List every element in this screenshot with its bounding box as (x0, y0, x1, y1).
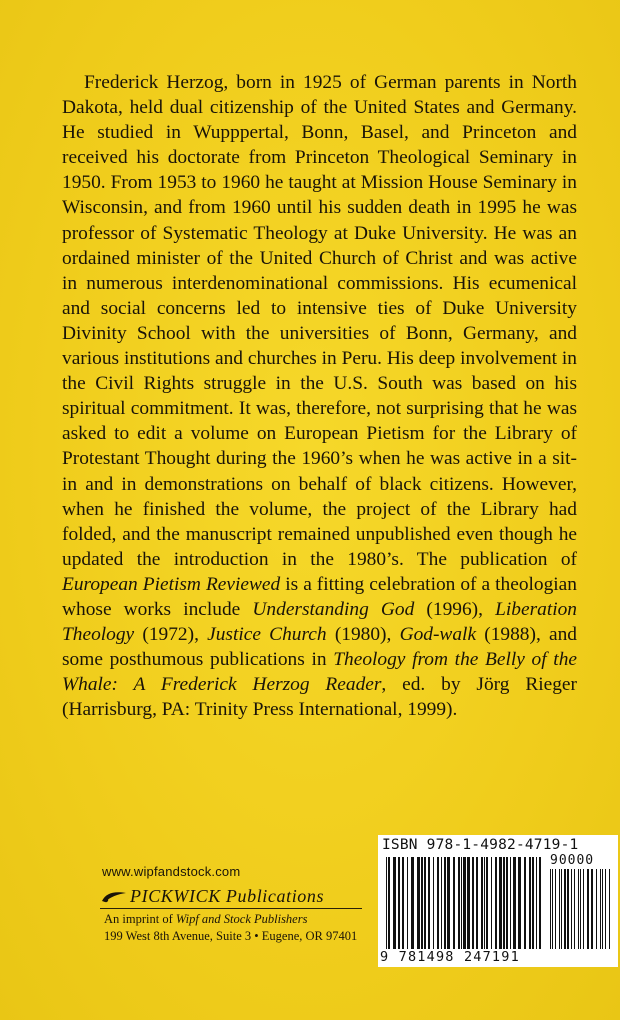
book-title: Theology from the Belly of the Whale: A Frederick Herzog Reader (62, 649, 577, 696)
barcode-bar (402, 857, 404, 949)
barcode-bar (539, 857, 541, 949)
bio-text: (1980), (326, 624, 400, 646)
barcode-bar (529, 857, 531, 949)
isbn-number: ISBN 978-1-4982-4719-1 (382, 837, 579, 853)
barcode-bar (578, 869, 579, 949)
barcode-bar (559, 869, 560, 949)
publisher-website: www.wipfandstock.com (102, 864, 241, 879)
barcode-bar (571, 869, 572, 949)
barcode-bar (499, 857, 502, 949)
barcode-bar (491, 857, 492, 949)
bio-text: Frederick Herzog, born in 1925 of German parents in North Dakota, held dual citizenship of the United States and Germany. He studied in Wupppertal, Bonn, Basel, and Princeton and received his doctorate from Princeton Theological Seminary in 1950. From 1953 to 1960 he taught at Mission House Seminary in Wisconsin, and from 1960 until his sudden death in 1995 he was professor of Systematic Theology at Duke University. He was an ordained minister of the United Church of Christ and was active in numerous interdenominational commissions. His ecumenical and social concerns led to intensive ties of Duke University Divinity School with the universities of Bonn, Germany, and various institutions and churches in Peru. His deep involvement in the Civil Rights struggle in the U.S. South was based on his spiritual commitment. It was, therefore, not surprising that he was asked to edit a volume on European Pietism for the Library of Protestant Thought during the 1960’s when he was active in a sit-in and in demonstrations on behalf of black citizens. However, when he finished the volume, the project of the Library had folded, and the manuscript remained unpublished even though he updated the introduction in the 1980’s. The publication of (62, 72, 577, 570)
imprint-line (104, 912, 307, 927)
barcode-bar (552, 869, 553, 949)
barcode-bar (596, 869, 597, 949)
barcode-bar (417, 857, 420, 949)
barcode-bar (461, 857, 462, 949)
barcode-bar (458, 857, 460, 949)
barcode-bar (486, 857, 488, 949)
bio-text: (1988), and some posthumous publications in (62, 624, 577, 671)
barcode-bar (600, 869, 601, 949)
bio-text: , ed. by Jörg Rieger (Harrisburg, PA: Trinity Press International, 1999). (62, 674, 578, 721)
price-addon-digits: 90000 (550, 853, 595, 868)
barcode-bar (564, 869, 566, 949)
barcode-bar (602, 869, 603, 949)
publisher-address: 199 West 8th Avenue, Suite 3 • Eugene, OR 97401 (104, 929, 358, 943)
ean-barcode-bars (386, 857, 542, 949)
book-title: Justice Church (207, 624, 327, 646)
barcode-bar (453, 857, 455, 949)
barcode-bar (447, 857, 450, 949)
barcode-bar (437, 857, 439, 949)
barcode-bar (555, 869, 556, 949)
barcode-bar (574, 869, 575, 949)
book-title: Understanding God (252, 598, 415, 620)
barcode-bar (518, 857, 521, 949)
book-title: European Pietism Reviewed (62, 573, 281, 595)
barcode-bar (591, 869, 593, 949)
barcode-bar (444, 857, 446, 949)
barcode-bar (524, 857, 526, 949)
barcode-bar (393, 857, 396, 949)
book-title: Liberation Theology (62, 598, 577, 646)
barcode-bar (583, 869, 584, 949)
barcode-bar (476, 857, 478, 949)
barcode-bar (388, 857, 390, 949)
publisher-logo (100, 886, 365, 907)
pickwick-logo-icon (100, 890, 128, 904)
imprint-prefix: An imprint of (104, 912, 176, 926)
publisher-name-rest: Publications (220, 886, 325, 906)
barcode-bar (495, 857, 497, 949)
barcode-bar (532, 857, 534, 949)
barcode-bar (580, 869, 581, 949)
barcode-bar (421, 857, 423, 949)
barcode-bar (503, 857, 505, 949)
barcode-bar (605, 869, 606, 949)
barcode-bar (428, 857, 430, 949)
barcode-bar (609, 869, 610, 949)
barcode-bar (513, 857, 516, 949)
barcode-bar (506, 857, 508, 949)
barcode-bar (441, 857, 442, 949)
bio-text: (1972), (134, 624, 208, 646)
barcode-bar (398, 857, 400, 949)
barcode-bar (463, 857, 466, 949)
bio-text: (1996), (414, 598, 496, 620)
barcode-bar (433, 857, 434, 949)
barcode-bar (567, 869, 569, 949)
barcode-bar (407, 857, 408, 949)
divider (100, 908, 362, 909)
barcode-bar (424, 857, 426, 949)
barcode (378, 835, 618, 967)
barcode-bar (536, 857, 537, 949)
barcode-bar (510, 857, 511, 949)
barcode-bar (472, 857, 474, 949)
barcode-bar (386, 857, 387, 949)
addon-barcode-bars (550, 869, 612, 949)
ean-digits: 9 781498 247191 (380, 949, 520, 965)
publisher-name (130, 886, 324, 907)
author-bio (62, 70, 577, 722)
barcode-bar (411, 857, 414, 949)
barcode-bar (587, 869, 589, 949)
imprint-name: Wipf and Stock Publishers (175, 912, 308, 926)
barcode-bar (550, 869, 551, 949)
bio-text: is a fitting celebration of a theologian whose works include (62, 573, 577, 620)
barcode-bar (467, 857, 470, 949)
book-title: God-walk (399, 624, 477, 646)
publisher-name-caps: PICKWICK (130, 886, 221, 906)
barcode-bar (481, 857, 483, 949)
barcode-bar (484, 857, 485, 949)
barcode-bar (561, 869, 562, 949)
